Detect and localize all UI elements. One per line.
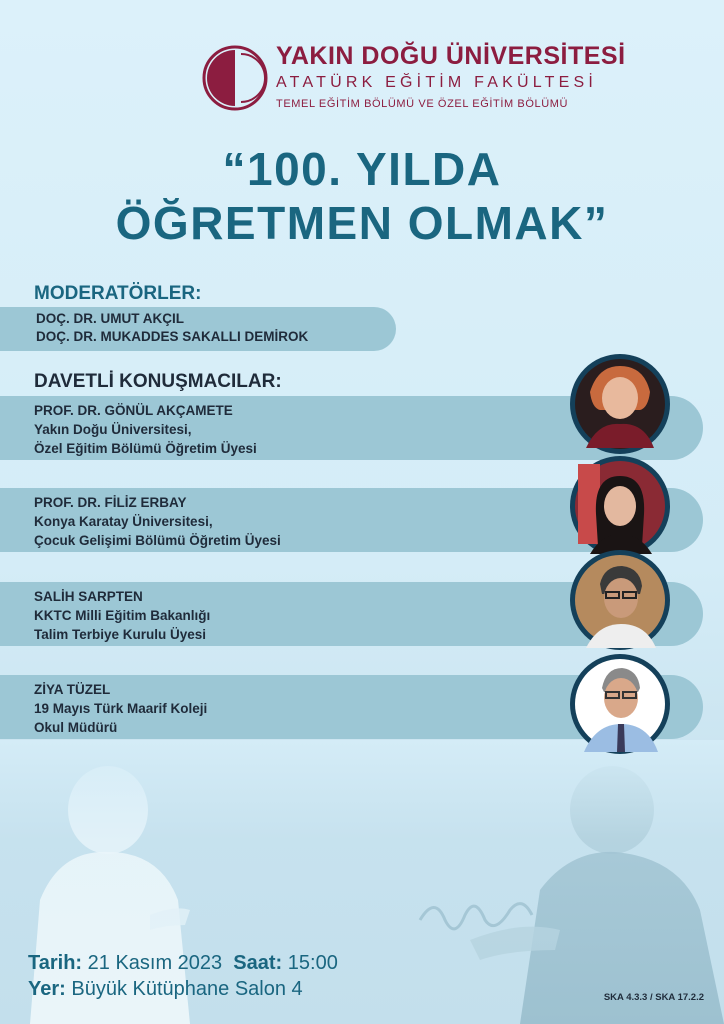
speaker-name: PROF. DR. FİLİZ ERBAY xyxy=(34,495,187,510)
speaker-photo xyxy=(568,652,672,756)
event-place xyxy=(28,978,303,1001)
speaker-card xyxy=(34,680,207,737)
date-label: Tarih: xyxy=(28,952,83,974)
event-date-time xyxy=(28,952,338,975)
department-names: TEMEL EĞİTİM BÖLÜMÜ VE ÖZEL EĞİTİM BÖLÜMÜ xyxy=(276,98,569,110)
place-label: Yer: xyxy=(28,978,66,1000)
university-logo xyxy=(201,44,269,112)
speaker-card xyxy=(34,493,281,550)
speaker-affiliation: 19 Mayıs Türk Maarif Koleji xyxy=(34,701,208,716)
speaker-name: PROF. DR. GÖNÜL AKÇAMETE xyxy=(34,403,233,418)
faculty-name: ATATÜRK EĞİTİM FAKÜLTESİ xyxy=(276,74,597,91)
speaker-affiliation: Konya Karatay Üniversitesi, xyxy=(34,514,213,529)
sustainability-codes: SKA 4.3.3 / SKA 17.2.2 xyxy=(603,992,704,1003)
speaker-card xyxy=(34,587,210,644)
event-title-line-2: ÖĞRETMEN OLMAK” xyxy=(115,197,609,249)
university-name: YAKIN DOĞU ÜNİVERSİTESİ xyxy=(276,42,626,70)
speaker-affiliation: Yakın Doğu Üniversitesi, xyxy=(34,422,192,437)
speaker-photo xyxy=(568,454,672,558)
speaker-title: Çocuk Gelişimi Bölümü Öğretim Üyesi xyxy=(34,533,281,548)
speaker-title: Talim Terbiye Kurulu Üyesi xyxy=(34,627,207,642)
event-time: 15:00 xyxy=(287,952,338,974)
speaker-photo xyxy=(568,548,672,652)
speaker-name: SALİH SARPTEN xyxy=(34,589,143,604)
speaker-title: Okul Müdürü xyxy=(34,720,118,735)
speaker-title: Özel Eğitim Bölümü Öğretim Üyesi xyxy=(34,441,257,456)
speaker-photo xyxy=(568,352,672,456)
moderator-name: DOÇ. DR. MUKADDES SAKALLI DEMİROK xyxy=(36,329,309,344)
event-title-line-1: “100. YILDA xyxy=(222,143,502,195)
moderators-heading: MODERATÖRLER: xyxy=(34,283,202,304)
time-label: Saat: xyxy=(233,952,283,974)
place-value: Büyük Kütüphane Salon 4 xyxy=(71,978,303,1000)
speaker-card xyxy=(34,401,257,458)
speaker-name: ZİYA TÜZEL xyxy=(34,682,111,697)
speakers-heading: DAVETLİ KONUŞMACILAR: xyxy=(34,371,282,392)
moderator-name: DOÇ. DR. UMUT AKÇIL xyxy=(36,311,184,326)
event-date: 21 Kasım 2023 xyxy=(87,952,223,974)
speaker-affiliation: KKTC Milli Eğitim Bakanlığı xyxy=(34,608,211,623)
